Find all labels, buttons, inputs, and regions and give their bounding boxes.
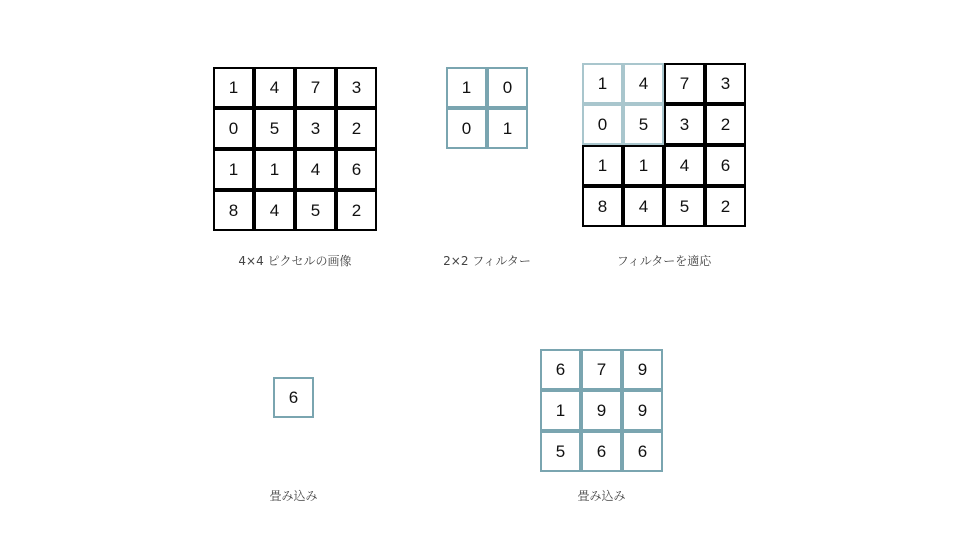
result-cell: 6	[581, 431, 622, 472]
image-cell: 1	[213, 67, 254, 108]
image-cell: 4	[254, 190, 295, 231]
image-cell: 2	[336, 108, 377, 149]
image-cell: 6	[336, 149, 377, 190]
image-cell: 2	[336, 190, 377, 231]
applied-cell: 6	[705, 145, 746, 186]
filter-grid	[446, 67, 528, 149]
image-cell: 3	[295, 108, 336, 149]
applied-cell: 3	[705, 63, 746, 104]
single-result-grid	[273, 377, 314, 418]
result-grid	[540, 349, 663, 472]
result-cell: 9	[622, 349, 663, 390]
image-cell: 8	[213, 190, 254, 231]
result-cell: 5	[540, 431, 581, 472]
applied-cell: 8	[582, 186, 623, 227]
image-caption: 4×4 ピクセルの画像	[238, 254, 352, 268]
applied-cell: 1	[582, 63, 623, 104]
image-cell: 0	[213, 108, 254, 149]
image-cell: 5	[254, 108, 295, 149]
result-cell: 9	[622, 390, 663, 431]
result-cell: 9	[581, 390, 622, 431]
image-cell: 5	[295, 190, 336, 231]
applied-cell: 7	[664, 63, 705, 104]
filter-cell: 1	[446, 67, 487, 108]
image-cell: 1	[213, 149, 254, 190]
applied-caption: フィルターを適応	[616, 254, 712, 268]
image-cell: 4	[254, 67, 295, 108]
filter-cell: 0	[487, 67, 528, 108]
image-grid	[213, 67, 377, 231]
applied-cell: 5	[664, 186, 705, 227]
result-cell: 6	[622, 431, 663, 472]
result-cell: 7	[581, 349, 622, 390]
filter-cell: 1	[487, 108, 528, 149]
result-cell: 1	[540, 390, 581, 431]
single-result-caption: 畳み込み	[269, 489, 318, 503]
applied-cell: 1	[582, 145, 623, 186]
applied-cell: 4	[623, 186, 664, 227]
image-cell: 1	[254, 149, 295, 190]
applied-cell: 2	[705, 104, 746, 145]
image-cell: 4	[295, 149, 336, 190]
applied-cell: 3	[664, 104, 705, 145]
filter-caption: 2×2 フィルター	[443, 254, 531, 268]
result-caption: 畳み込み	[577, 489, 626, 503]
filter-cell: 0	[446, 108, 487, 149]
applied-cell: 4	[664, 145, 705, 186]
applied-cell: 4	[623, 63, 664, 104]
image-cell: 7	[295, 67, 336, 108]
applied-cell: 2	[705, 186, 746, 227]
applied-cell: 0	[582, 104, 623, 145]
applied-grid	[582, 63, 746, 227]
applied-cell: 1	[623, 145, 664, 186]
single-result-cell: 6	[273, 377, 314, 418]
applied-cell: 5	[623, 104, 664, 145]
image-cell: 3	[336, 67, 377, 108]
result-cell: 6	[540, 349, 581, 390]
